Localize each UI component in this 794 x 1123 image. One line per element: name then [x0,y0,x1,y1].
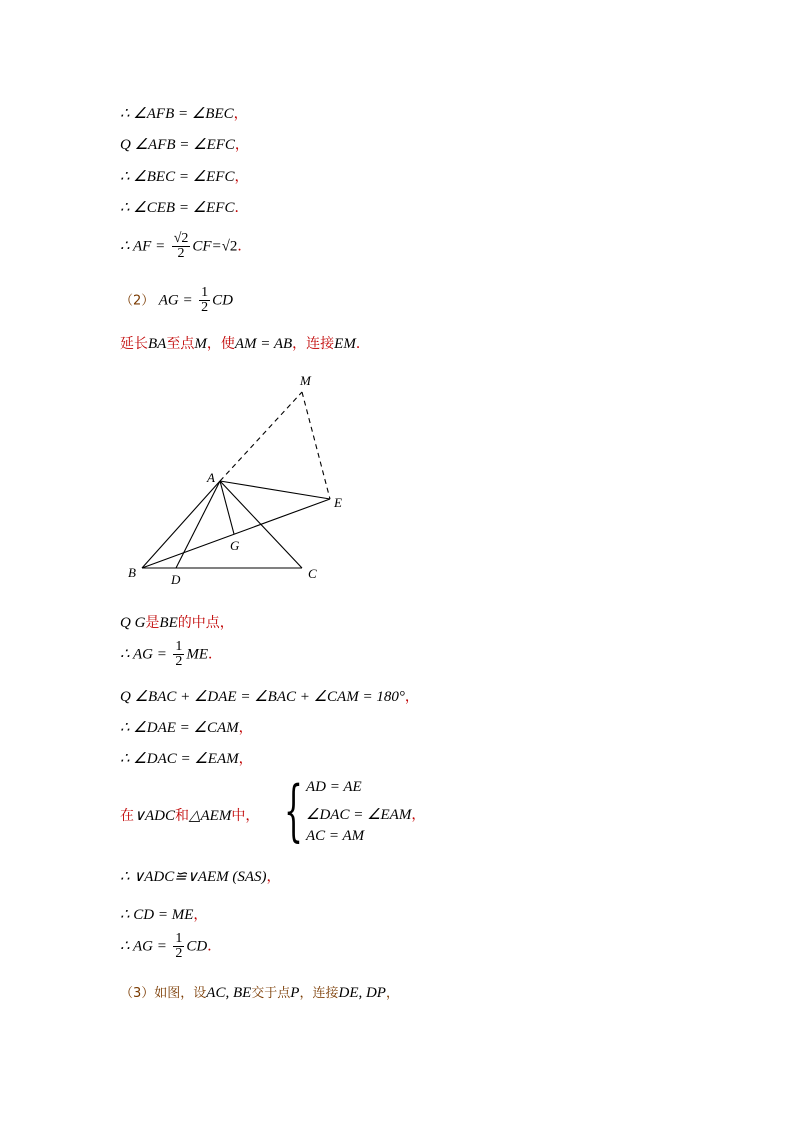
proof-line-10: Q ∠BAC + ∠DAE = ∠BAC + ∠CAM = 180°， [120,689,419,705]
label-A: A [207,470,215,485]
fraction: $\frac{1}{2}$ [175,931,183,961]
proof-line-1: ∴ ∠AFB = ∠BEC， [120,106,248,122]
part-label: （3）如图，设 [120,986,207,1001]
segment-AE [220,481,330,499]
proof-line-14: ∴ ∨ADC≌∨AEM (SAS)， [120,869,281,885]
case-row-2: ∠DAC = ∠EAM， [306,807,426,823]
proof-line-8: Q G是BE的中点， [120,615,234,631]
proof-line-12: ∴ ∠DAC = ∠EAM， [120,751,253,767]
proof-line-7: 延长BA至点M，使AM = AB，连接EM． [120,336,370,352]
math-expr: ∴ ∠AFB = ∠BEC [120,106,234,122]
segment-AM [220,392,302,481]
proof-line-2: Q ∠AFB = ∠EFC， [120,137,249,153]
math-expr: ∴ ∠CEB = ∠EFC [120,200,235,216]
proof-line-15: ∴ CD = ME， [120,907,208,923]
proof-line-3: ∴ ∠BEC = ∠EFC， [120,169,249,185]
segment-AB [142,481,220,568]
proof-line-11: ∴ ∠DAE = ∠CAM， [120,720,253,736]
label-G: G [230,538,240,553]
proof-line-16: ∴ AG = $\frac{1}{2}$ CD． [120,931,222,961]
label-B: B [128,565,136,580]
part-3-heading: （3）如图，设AC, BE交于点P，连接DE, DP， [120,985,399,1001]
geometry-figure [120,368,360,588]
proof-line-13: 在∨ADC和△AEM中， [120,808,260,824]
segment-EM [302,392,330,499]
part-label: （2） [120,293,155,309]
case-row-1: AD = AE [306,779,362,795]
cases-brace: { [284,772,303,849]
fraction: $\frac{1}{2}$ [175,639,183,669]
label-C: C [308,566,317,581]
label-E: E [334,495,342,510]
label-M: M [300,373,311,388]
segment-BE [142,499,330,568]
proof-line-5: ∴ AF = $\frac{√2}{2}$ CF=√2． [120,231,252,261]
label-D: D [171,572,181,587]
fraction: $\frac{1}{2}$ [201,285,209,315]
proof-line-9: ∴ AG = $\frac{1}{2}$ ME． [120,639,223,669]
case-row-3: AC = AM [306,828,365,844]
fraction: $\frac{√2}{2}$ [173,231,189,261]
math-expr: Q ∠AFB = ∠EFC [120,137,235,153]
proof-line-4: ∴ ∠CEB = ∠EFC． [120,200,249,216]
math-expr: ∴ ∠BEC = ∠EFC [120,169,235,185]
part-2-heading: （2） AG = $\frac{1}{2}$ CD [120,285,233,315]
segment-AD [176,481,220,568]
